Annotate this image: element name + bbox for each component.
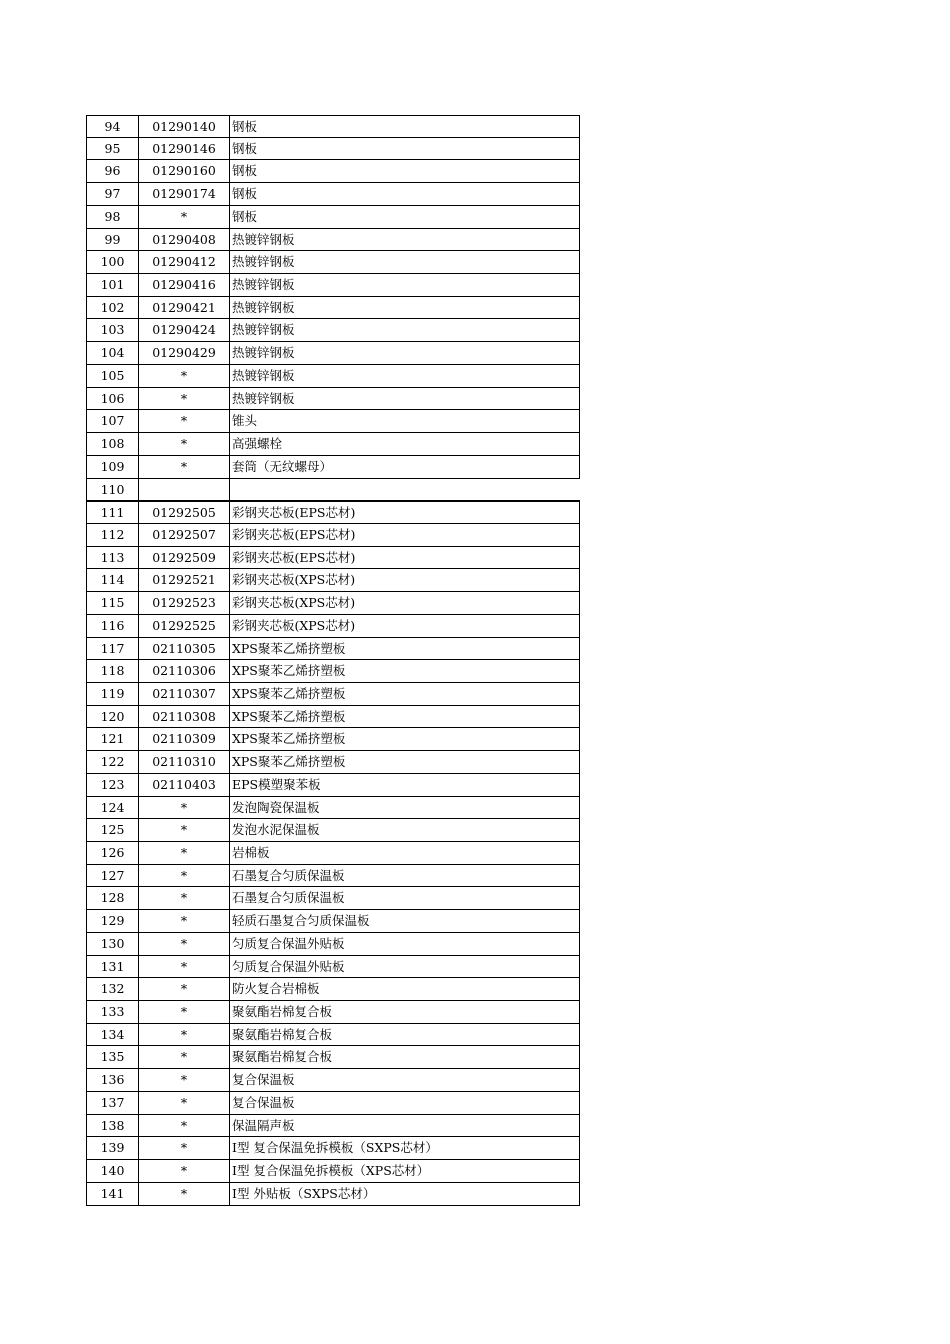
row-number-cell: 96 [86,160,138,183]
material-code-cell [138,479,229,502]
material-code-cell: * [138,910,229,933]
row-number-cell: 126 [86,842,138,865]
material-code-cell: * [138,365,229,388]
table-row [86,887,580,910]
material-name-cell: 高强螺栓 [229,433,580,456]
row-number-cell: 132 [86,978,138,1001]
material-code-cell: 02110307 [138,683,229,706]
row-number-cell: 130 [86,933,138,956]
table-row [86,365,580,388]
row-number-cell: 128 [86,887,138,910]
material-code-cell: 02110310 [138,751,229,774]
material-name-cell: XPS聚苯乙烯挤塑板 [229,728,580,751]
material-name-cell: XPS聚苯乙烯挤塑板 [229,638,580,661]
material-code-cell: 01290174 [138,183,229,206]
material-name-cell: 石墨复合匀质保温板 [229,865,580,888]
table-row [86,592,580,615]
material-name-cell: 保温隔声板 [229,1115,580,1138]
material-name-cell: 钢板 [229,160,580,183]
row-number-cell: 131 [86,956,138,979]
table-row [86,569,580,592]
material-code-cell: * [138,819,229,842]
table-row [86,1024,580,1047]
table-row [86,751,580,774]
row-number-cell: 99 [86,229,138,252]
row-number-cell: 94 [86,115,138,138]
material-name-cell: 套筒（无纹螺母） [229,456,580,479]
row-number-cell: 122 [86,751,138,774]
row-number-cell: 117 [86,638,138,661]
material-name-cell: Ⅰ型 复合保温免拆模板（XPS芯材） [229,1160,580,1183]
material-name-cell: XPS聚苯乙烯挤塑板 [229,683,580,706]
material-name-cell: 热镀锌钢板 [229,388,580,411]
row-number-cell: 95 [86,138,138,161]
material-code-cell: 02110309 [138,728,229,751]
material-name-cell: XPS聚苯乙烯挤塑板 [229,706,580,729]
row-number-cell: 140 [86,1160,138,1183]
material-code-cell: * [138,842,229,865]
row-number-cell: 109 [86,456,138,479]
material-name-cell: 彩钢夹芯板(EPS芯材) [229,524,580,547]
material-name-cell: 发泡陶瓷保温板 [229,797,580,820]
material-name-cell: 热镀锌钢板 [229,229,580,252]
row-number-cell: 102 [86,297,138,320]
table-row [86,956,580,979]
row-number-cell: 135 [86,1046,138,1069]
material-code-cell: * [138,410,229,433]
table-row [86,319,580,342]
material-code-cell: 01292509 [138,547,229,570]
material-code-cell: 01292525 [138,615,229,638]
material-code-cell: 01290160 [138,160,229,183]
table-row [86,479,580,502]
table-row [86,706,580,729]
row-number-cell: 141 [86,1183,138,1206]
material-name-cell: 彩钢夹芯板(XPS芯材) [229,592,580,615]
row-number-cell: 104 [86,342,138,365]
row-number-cell: 129 [86,910,138,933]
table-row [86,1160,580,1183]
material-name-cell: 聚氨酯岩棉复合板 [229,1046,580,1069]
material-name-cell: 匀质复合保温外贴板 [229,956,580,979]
table-row [86,138,580,161]
material-name-cell: XPS聚苯乙烯挤塑板 [229,660,580,683]
table-row [86,1092,580,1115]
row-number-cell: 125 [86,819,138,842]
material-name-cell: 彩钢夹芯板(XPS芯材) [229,615,580,638]
table-row [86,524,580,547]
material-code-cell: * [138,1024,229,1047]
row-number-cell: 105 [86,365,138,388]
material-name-cell: 复合保温板 [229,1092,580,1115]
material-name-cell: 轻质石墨复合匀质保温板 [229,910,580,933]
material-name-cell: 热镀锌钢板 [229,274,580,297]
material-name-cell: 复合保温板 [229,1069,580,1092]
row-number-cell: 106 [86,388,138,411]
material-code-cell: * [138,1160,229,1183]
material-code-cell: * [138,433,229,456]
row-number-cell: 112 [86,524,138,547]
material-name-cell: EPS模塑聚苯板 [229,774,580,797]
material-name-cell: 聚氨酯岩棉复合板 [229,1024,580,1047]
material-code-cell: 01292523 [138,592,229,615]
material-code-cell: * [138,206,229,229]
table-row [86,1069,580,1092]
material-code-cell: 01290421 [138,297,229,320]
material-name-cell: 聚氨酯岩棉复合板 [229,1001,580,1024]
material-code-cell: 02110308 [138,706,229,729]
table-row [86,297,580,320]
material-name-cell: 岩棉板 [229,842,580,865]
material-name-cell: 锥头 [229,410,580,433]
material-code-cell: 01292505 [138,501,229,524]
row-number-cell: 133 [86,1001,138,1024]
material-code-cell: 01292507 [138,524,229,547]
row-number-cell: 97 [86,183,138,206]
table-row [86,229,580,252]
table-row [86,1046,580,1069]
row-number-cell: 137 [86,1092,138,1115]
table-row [86,660,580,683]
material-code-cell: 01290408 [138,229,229,252]
material-name-cell: 钢板 [229,115,580,138]
material-code-cell: * [138,456,229,479]
material-name-cell: 防火复合岩棉板 [229,978,580,1001]
row-number-cell: 113 [86,547,138,570]
material-name-cell: 热镀锌钢板 [229,297,580,320]
row-number-cell: 119 [86,683,138,706]
table-row [86,433,580,456]
table-row [86,115,580,138]
row-number-cell: 107 [86,410,138,433]
material-code-cell: * [138,1115,229,1138]
row-number-cell: 100 [86,251,138,274]
material-code-cell: 02110305 [138,638,229,661]
table-row [86,1001,580,1024]
row-number-cell: 103 [86,319,138,342]
row-number-cell: 121 [86,728,138,751]
row-number-cell: 114 [86,569,138,592]
material-code-cell: * [138,388,229,411]
material-code-cell: * [138,1069,229,1092]
material-name-cell: 热镀锌钢板 [229,365,580,388]
material-name-cell: 彩钢夹芯板(XPS芯材) [229,569,580,592]
row-number-cell: 127 [86,865,138,888]
material-code-cell: * [138,1137,229,1160]
table-row [86,638,580,661]
table-row [86,251,580,274]
table-row [86,1183,580,1206]
table-row [86,206,580,229]
table-row [86,388,580,411]
row-number-cell: 120 [86,706,138,729]
row-number-cell: 98 [86,206,138,229]
table-row [86,615,580,638]
table-row [86,797,580,820]
material-name-cell: 匀质复合保温外贴板 [229,933,580,956]
material-name-cell: Ⅰ型 外贴板（SXPS芯材） [229,1183,580,1206]
material-code-cell: 01290412 [138,251,229,274]
table-row [86,819,580,842]
material-name-cell: XPS聚苯乙烯挤塑板 [229,751,580,774]
table-row [86,978,580,1001]
material-name-cell: 彩钢夹芯板(EPS芯材) [229,501,580,524]
row-number-cell: 136 [86,1069,138,1092]
row-number-cell: 124 [86,797,138,820]
row-number-cell: 116 [86,615,138,638]
table-row [86,160,580,183]
table-row [86,933,580,956]
material-name-cell: 彩钢夹芯板(EPS芯材) [229,547,580,570]
material-code-cell: * [138,1046,229,1069]
table-row [86,342,580,365]
material-code-cell: 01290429 [138,342,229,365]
material-name-cell [229,479,580,502]
row-number-cell: 139 [86,1137,138,1160]
material-name-cell: 石墨复合匀质保温板 [229,887,580,910]
spreadsheet-table [86,115,580,1206]
material-name-cell: 热镀锌钢板 [229,342,580,365]
row-number-cell: 115 [86,592,138,615]
table-row [86,1137,580,1160]
table-row [86,501,580,524]
table-row [86,774,580,797]
row-number-cell: 111 [86,501,138,524]
material-code-cell: 01290140 [138,115,229,138]
table-row [86,842,580,865]
material-code-cell: * [138,1183,229,1206]
material-code-cell: * [138,956,229,979]
table-row [86,865,580,888]
row-number-cell: 101 [86,274,138,297]
table-row [86,547,580,570]
material-name-cell: 钢板 [229,206,580,229]
row-number-cell: 118 [86,660,138,683]
row-number-cell: 123 [86,774,138,797]
table-row [86,728,580,751]
table-row [86,1115,580,1138]
material-code-cell: * [138,978,229,1001]
material-name-cell: 发泡水泥保温板 [229,819,580,842]
material-code-cell: * [138,865,229,888]
row-number-cell: 134 [86,1024,138,1047]
table-row [86,456,580,479]
table-row [86,183,580,206]
table-row [86,683,580,706]
material-name-cell: 钢板 [229,138,580,161]
row-number-cell: 110 [86,479,138,502]
material-code-cell: 01290146 [138,138,229,161]
material-name-cell: 热镀锌钢板 [229,251,580,274]
material-code-cell: * [138,797,229,820]
material-name-cell: 钢板 [229,183,580,206]
table-row [86,274,580,297]
material-code-cell: * [138,1092,229,1115]
row-number-cell: 138 [86,1115,138,1138]
material-code-cell: 01290416 [138,274,229,297]
table-row [86,410,580,433]
material-code-cell: * [138,933,229,956]
row-number-cell: 108 [86,433,138,456]
material-name-cell: Ⅰ型 复合保温免拆模板（SXPS芯材） [229,1137,580,1160]
material-code-cell: 01292521 [138,569,229,592]
material-code-cell: 02110306 [138,660,229,683]
table-row [86,910,580,933]
material-code-cell: 02110403 [138,774,229,797]
material-code-cell: * [138,1001,229,1024]
material-code-cell: 01290424 [138,319,229,342]
material-name-cell: 热镀锌钢板 [229,319,580,342]
material-code-cell: * [138,887,229,910]
